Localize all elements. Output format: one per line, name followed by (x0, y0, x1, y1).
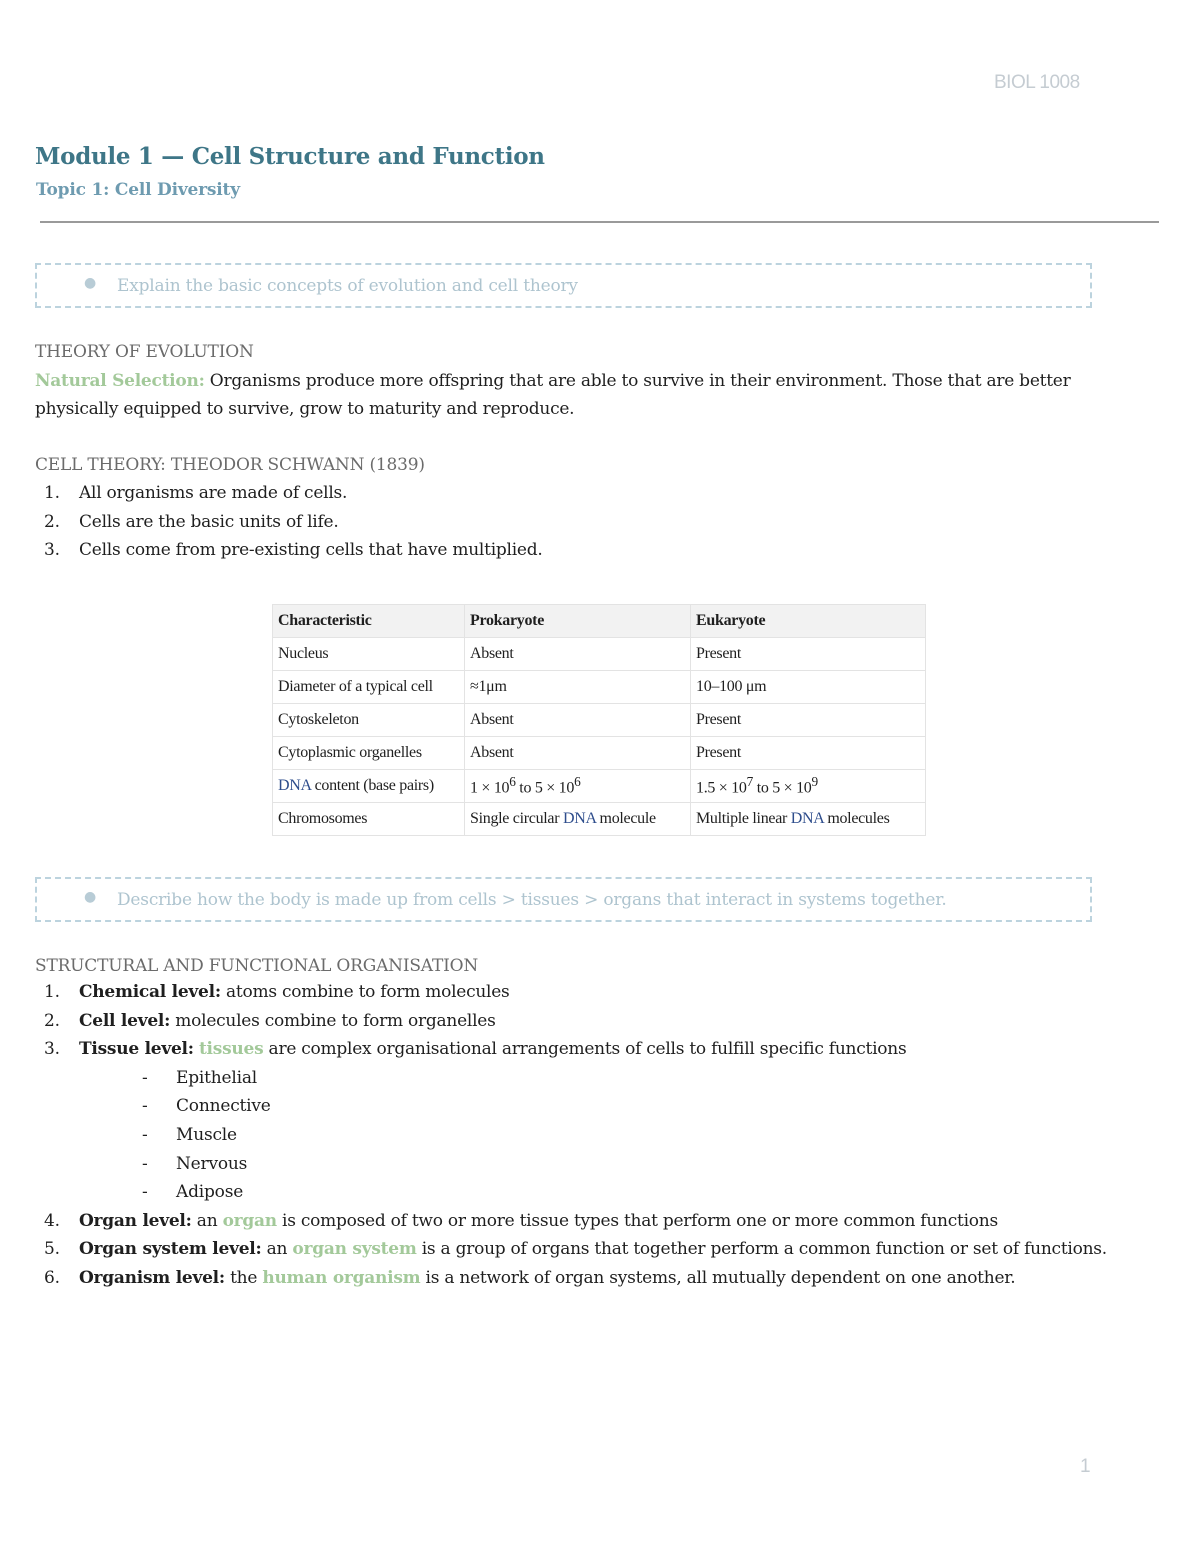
table-cell: Absent (465, 638, 691, 671)
natural-selection-text: Organisms produce more offspring that are able to survive in their environment. Those that are better physically equipped to survive, grow to maturity and reproduce. (35, 371, 1071, 419)
natural-selection-paragraph (35, 367, 1115, 423)
level-label: Organ level: (79, 1210, 192, 1231)
table-cell: Present (691, 638, 926, 671)
exponent: 6 (574, 774, 581, 790)
cell-text: molecules (823, 810, 890, 827)
exponent: 9 (811, 774, 818, 790)
cell-text: to 5 × 10 (515, 779, 575, 797)
list-number: 3. (44, 1039, 60, 1060)
table-cell: Cytoplasmic organelles (273, 737, 465, 770)
table-row (273, 737, 926, 770)
cell-text: 1 × 10 (470, 779, 510, 797)
level-label: Tissue level: (79, 1039, 194, 1060)
list-item-text: All organisms are made of cells. (79, 483, 348, 503)
list-number: 5. (44, 1239, 60, 1260)
table-cell: Nucleus (273, 638, 465, 671)
level-term: human organism (262, 1267, 421, 1288)
cell-text: Multiple linear (696, 810, 791, 827)
section-heading-organisation: STRUCTURAL AND FUNCTIONAL ORGANISATION (35, 956, 479, 976)
table-cell: Absent (465, 704, 691, 737)
bullet-icon: ● (84, 275, 97, 291)
exponent: 6 (509, 774, 516, 790)
level-text: molecules combine to form organelles (170, 1010, 496, 1031)
list-number: 6. (44, 1267, 60, 1288)
table-row (273, 770, 926, 803)
exponent: 7 (746, 774, 753, 790)
module-title: Module 1 — Cell Structure and Function (35, 143, 545, 170)
tissue-type: Adipose (176, 1182, 244, 1203)
table-header-row (273, 605, 926, 638)
table-header: Characteristic (273, 605, 465, 638)
section-heading-cell-theory: CELL THEORY: THEODOR SCHWANN (1839) (35, 455, 425, 475)
table-cell (273, 770, 465, 803)
table-cell: Absent (465, 737, 691, 770)
topic-title: Topic 1: Cell Diversity (36, 180, 240, 200)
level-term: organ (222, 1210, 277, 1231)
level-text: are complex organisational arrangements of cells to fulfill specific functions (263, 1039, 907, 1060)
level-text: the (224, 1267, 263, 1288)
tissue-type: Nervous (176, 1153, 248, 1174)
level-text: atoms combine to form molecules (220, 982, 510, 1002)
table-cell (465, 803, 691, 836)
tissue-type: Connective (176, 1096, 271, 1117)
table-cell: Diameter of a typical cell (273, 671, 465, 704)
level-text: an (261, 1239, 293, 1260)
table-cell: Cytoskeleton (273, 704, 465, 737)
learning-objective-box (35, 877, 1092, 922)
table-cell: Chromosomes (273, 803, 465, 836)
dna-term: DNA (278, 777, 311, 794)
dna-term: DNA (790, 810, 824, 827)
list-number: 4. (44, 1210, 60, 1231)
page-number: 1 (1080, 1456, 1091, 1477)
section-heading-evolution: THEORY OF EVOLUTION (35, 342, 254, 362)
table-row (273, 803, 926, 836)
level-label: Organism level: (79, 1267, 225, 1288)
list-item-text: Cells come from pre-existing cells that have multiplied. (79, 540, 543, 561)
prokaryote-eukaryote-table (272, 604, 926, 836)
list-item-text: Cells are the basic units of life. (79, 511, 339, 532)
table-cell: ≈1μm (465, 671, 691, 704)
level-term: organ system (292, 1239, 417, 1260)
cell-text: content (base pairs) (310, 777, 434, 794)
table-header: Eukaryote (691, 605, 926, 638)
level-label: Chemical level: (79, 982, 221, 1002)
table-row (273, 638, 926, 671)
table-cell (691, 803, 926, 836)
level-text: is a group of organs that together perform a common function or set of functions. (416, 1239, 1107, 1260)
learning-objective-text: Explain the basic concepts of evolution and cell theory (117, 276, 578, 296)
level-text: is a network of organ systems, all mutually dependent on one another. (420, 1267, 1016, 1288)
level-text: an (191, 1210, 223, 1231)
bullet-icon: ● (84, 889, 97, 905)
cell-text: to 5 × 10 (753, 779, 812, 797)
level-label: Cell level: (79, 1010, 171, 1031)
table-cell: Present (691, 737, 926, 770)
table-cell: 10–100 μm (691, 671, 926, 704)
cell-text: molecule (595, 810, 656, 827)
natural-selection-term: Natural Selection: (35, 371, 205, 391)
table-cell (691, 770, 926, 803)
tissue-type: Epithelial (176, 1067, 258, 1088)
table-row (273, 704, 926, 737)
dna-term: DNA (562, 810, 596, 827)
title-divider (40, 221, 1159, 223)
table-cell: Present (691, 704, 926, 737)
cell-text: Single circular (470, 810, 563, 827)
cell-text: 1.5 × 10 (696, 779, 747, 797)
table-header: Prokaryote (465, 605, 691, 638)
table-row (273, 671, 926, 704)
level-label: Organ system level: (79, 1239, 262, 1260)
course-code: BIOL 1008 (994, 72, 1080, 93)
learning-objective-box (35, 263, 1092, 308)
list-number: 1. (44, 982, 60, 1002)
tissue-type: Muscle (176, 1124, 237, 1145)
level-term: tissues (198, 1039, 264, 1060)
learning-objective-text: Describe how the body is made up from cells > tissues > organs that interact in systems together. (117, 890, 947, 910)
level-text: is composed of two or more tissue types that perform one or more common functions (276, 1210, 998, 1231)
table-cell (465, 770, 691, 803)
list-number: 2. (44, 1010, 60, 1031)
